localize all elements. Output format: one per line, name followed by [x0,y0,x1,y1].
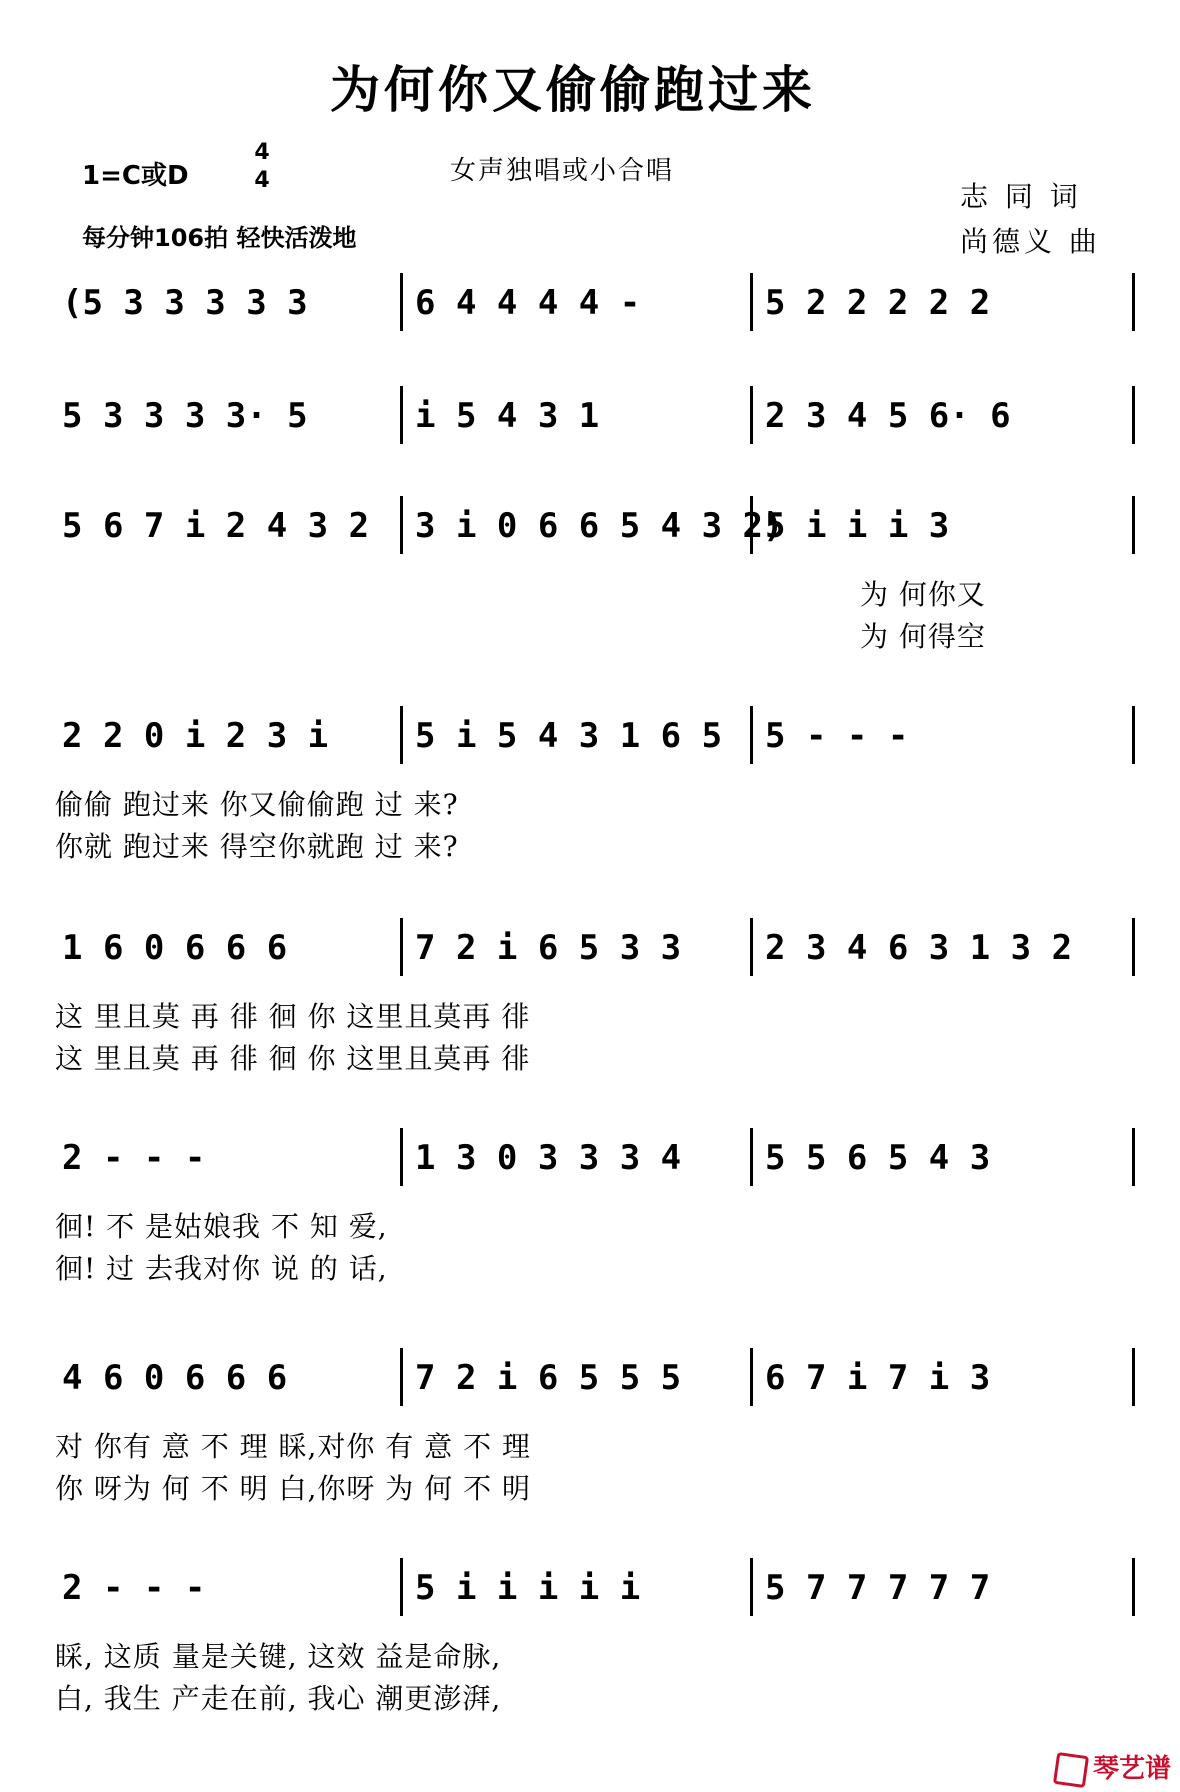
watermark-text: 琴艺谱 [1093,1754,1172,1784]
measure-notes: 5 i 5 4 3 1 6 5 [415,716,723,756]
barline [750,273,753,331]
lyric-line: 对 你有 意 不 理 睬,对你 有 意 不 理 [55,1430,532,1463]
measure-notes: 5 2 2 2 2 2 [765,283,991,323]
lyricist-credit: 志 同 词 [960,180,1082,213]
measure-notes: 2 - - - [62,1138,206,1178]
measure-notes: 2 2 0 i 2 3 i [62,716,329,756]
lyric-line: 睬, 这质 量是关键, 这效 益是命脉, [55,1640,502,1673]
measure-notes: 6 4 4 4 4 - [415,283,641,323]
barline [1132,706,1135,764]
barline [1132,273,1135,331]
barline [400,1128,403,1186]
barline [400,496,403,554]
measure-notes: 5 6 7 i 2 4 3 2 [62,506,370,546]
barline [400,273,403,331]
lyric-line: 白, 我生 产走在前, 我心 潮更澎湃, [55,1682,502,1715]
lyric-line: 你就 跑过来 得空你就跑 过 来? [55,830,459,863]
tempo-marking: 每分钟106拍 轻快活泼地 [82,224,357,252]
barline [750,386,753,444]
measure-notes: 6 7 i 7 i 3 [765,1358,991,1398]
barline [750,1128,753,1186]
measure-notes: 5 i i i 3 [765,506,950,546]
measure-notes: i 5 4 3 1 [415,396,600,436]
measure-notes: 5 3 3 3 3· 5 [62,396,308,436]
measure-notes: (5 3 3 3 3 3 [62,283,308,323]
song-title: 为何你又偷偷跑过来 [330,60,816,119]
measure-notes: 5 - - - [765,716,909,756]
watermark-logo [1055,1748,1171,1786]
composer-credit: 尚德义 曲 [960,225,1101,258]
logo-icon [1053,1751,1089,1787]
barline [1132,496,1135,554]
lyric-line: 这 里且莫 再 徘 徊 你 这里且莫再 徘 [55,1042,531,1075]
barline [400,1558,403,1616]
barline [1132,386,1135,444]
time-signature [252,142,272,192]
barline [1132,1558,1135,1616]
measure-notes: 2 - - - [62,1568,206,1608]
barline [750,706,753,764]
measure-notes: 5 i i i i i [415,1568,641,1608]
lyric-line: 你 呀为 何 不 明 白,你呀 为 何 不 明 [55,1472,532,1505]
time-signature-bottom: 4 [254,168,270,193]
barline [400,706,403,764]
measure-notes: 7 2 i 6 5 5 5 [415,1358,682,1398]
measure-notes: 3 i 0 6 6 5 4 3 2) [415,506,784,546]
lyric-line: 偷偷 跑过来 你又偷偷跑 过 来? [55,788,459,821]
barline [1132,918,1135,976]
lyric-line: 徊! 过 去我对你 说 的 话, [55,1252,388,1285]
measure-notes: 7 2 i 6 5 3 3 [415,928,682,968]
time-signature-top: 4 [254,140,270,165]
barline [1132,1348,1135,1406]
measure-notes: 5 5 6 5 4 3 [765,1138,991,1178]
barline [400,386,403,444]
lyric-line: 为 何你又 [860,578,986,611]
lyric-line: 为 何得空 [860,620,986,653]
measure-notes: 5 7 7 7 7 7 [765,1568,991,1608]
measure-notes: 2 3 4 5 6· 6 [765,396,1011,436]
measure-notes: 2 3 4 6 3 1 3 2 [765,928,1073,968]
measure-notes: 1 6 0 6 6 6 [62,928,288,968]
measure-notes: 1 3 0 3 3 3 4 [415,1138,682,1178]
barline [400,1348,403,1406]
lyric-line: 徊! 不 是姑娘我 不 知 爱, [55,1210,388,1243]
barline [750,918,753,976]
measure-notes: 4 6 0 6 6 6 [62,1358,288,1398]
performance-note: 女声独唱或小合唱 [450,156,675,186]
barline [1132,1128,1135,1186]
lyric-line: 这 里且莫 再 徘 徊 你 这里且莫再 徘 [55,1000,531,1033]
barline [750,1348,753,1406]
key-signature: 1=C或D [82,161,189,191]
barline [750,1558,753,1616]
barline [400,918,403,976]
